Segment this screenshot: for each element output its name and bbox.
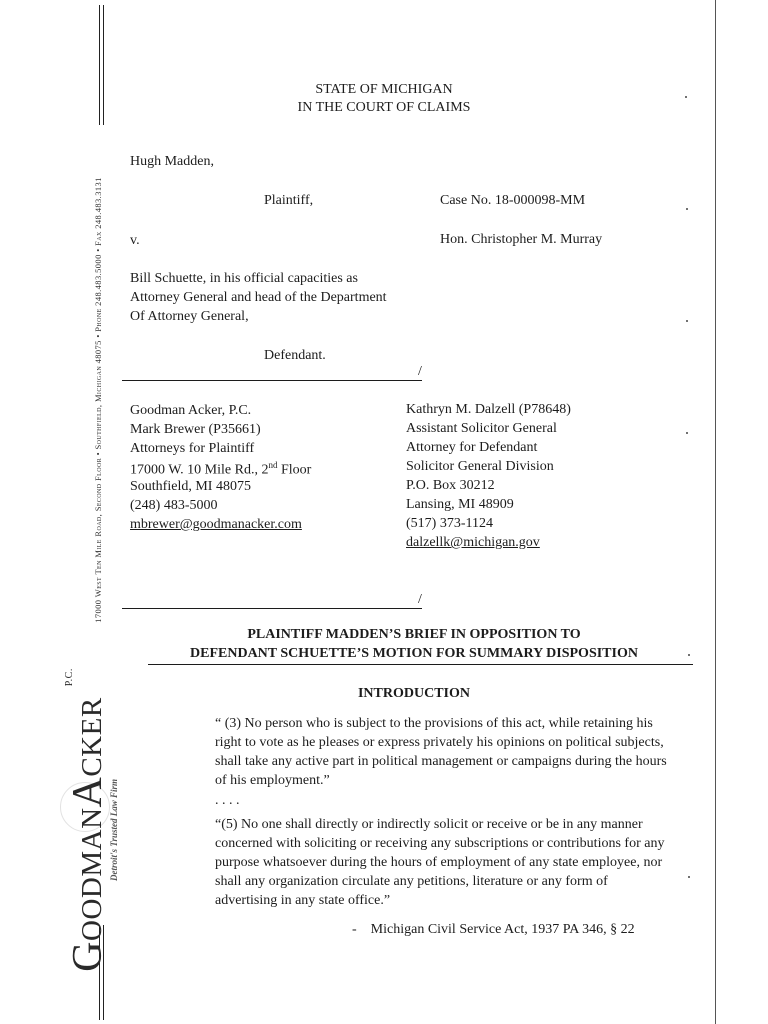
firm-logo: GoodmanAcker $^{P.C.}$	[64, 668, 111, 972]
defendant-line-1: Bill Schuette, in his official capacities as	[130, 271, 358, 286]
defendant-city: Lansing, MI 48909	[406, 497, 514, 512]
plaintiff-firm: Goodman Acker, P.C.	[130, 403, 252, 418]
firm-address-vertical: 17000 West Ten Mile Road, Second Floor • Southfield, Michigan 48075 • Phone 248.483.5000 • Fax 248.483.3131	[93, 177, 103, 623]
defendant-attorney-title: Assistant Solicitor General	[406, 421, 557, 436]
quote-5-line-1: “(5) No one shall directly or indirectly solicit or receive or be in any manner	[215, 817, 643, 832]
brief-title-line-2: DEFENDANT SCHUETTE’S MOTION FOR SUMMARY DISPOSITION	[190, 646, 638, 661]
defendant-line-2: Attorney General and head of the Department	[130, 290, 387, 305]
case-number: Case No. 18-000098-MM	[440, 193, 586, 208]
firm-tagline: Detroit's Trusted Law Firm	[109, 779, 119, 881]
caption-rule-1	[122, 380, 422, 381]
scan-speck	[685, 96, 687, 98]
court-state: STATE OF MICHIGAN	[315, 82, 453, 97]
plaintiff-role: Plaintiff,	[264, 193, 314, 208]
quote-5-line-5: advertising in any state office.”	[215, 893, 391, 908]
brief-title-line-1: PLAINTIFF MADDEN’S BRIEF IN OPPOSITION TO	[247, 627, 581, 642]
quote-3-line-3: shall take any active part in political management or campaigns during the hours	[215, 754, 667, 769]
scan-speck	[688, 876, 690, 878]
quote-ellipsis: . . . .	[215, 793, 240, 808]
quote-5-line-3: purpose whatsoever during the hours of employment of any state employee, nor	[215, 855, 663, 870]
scan-speck	[686, 208, 688, 210]
plaintiff-email-link[interactable]: mbrewer@goodmanacker.com	[130, 517, 302, 532]
brief-title-rule	[148, 664, 693, 665]
defendant-attorney: Kathryn M. Dalzell (P78648)	[406, 402, 571, 417]
introduction-heading: INTRODUCTION	[357, 686, 470, 701]
defendant-attorney-role: Attorney for Defendant	[406, 440, 538, 455]
scan-speck	[686, 320, 688, 322]
defendant-division: Solicitor General Division	[406, 459, 554, 474]
plaintiff-name: Hugh Madden,	[130, 154, 214, 169]
plaintiff-address: 17000 W. 10 Mile Rd., 2nd Floor	[130, 460, 312, 478]
versus: v.	[130, 233, 140, 248]
quote-5-line-4: shall any organization circulate any petitions, literature or any form of	[215, 874, 608, 889]
defendant-phone: (517) 373-1124	[406, 516, 493, 531]
plaintiff-phone: (248) 483-5000	[130, 498, 218, 513]
quote-3-line-4: of his employment.”	[215, 773, 330, 788]
defendant-role: Defendant.	[264, 348, 326, 363]
judge-name: Hon. Christopher M. Murray	[440, 232, 603, 247]
defendant-po-box: P.O. Box 30212	[406, 478, 495, 493]
plaintiff-city: Southfield, MI 48075	[130, 479, 251, 494]
quote-subsection-5	[215, 815, 700, 910]
defendant-line-3: Of Attorney General,	[130, 309, 249, 324]
plaintiff-attorney-role: Attorneys for Plaintiff	[130, 441, 255, 456]
caption-slash-1: /	[418, 364, 422, 379]
defendant-email-link[interactable]: dalzellk@michigan.gov	[406, 535, 540, 550]
quote-subsection-3	[215, 714, 700, 790]
caption-slash-2: /	[418, 592, 422, 607]
plaintiff-attorney: Mark Brewer (P35661)	[130, 422, 261, 437]
quote-5-line-2: concerned with soliciting or receiving any subscriptions or contributions for any	[215, 836, 665, 851]
caption-rule-2	[122, 608, 422, 609]
statute-citation: - Michigan Civil Service Act, 1937 PA 346, § 22	[352, 922, 635, 937]
quote-3-line-1: “ (3) No person who is subject to the provisions of this act, while retaining his	[215, 716, 653, 731]
quote-3-line-2: right to vote as he pleases or express privately his opinions on political subjects,	[215, 735, 664, 750]
scan-speck	[686, 432, 688, 434]
page-right-edge	[715, 0, 716, 1024]
court-name: IN THE COURT OF CLAIMS	[297, 100, 471, 115]
scan-speck	[688, 654, 690, 656]
